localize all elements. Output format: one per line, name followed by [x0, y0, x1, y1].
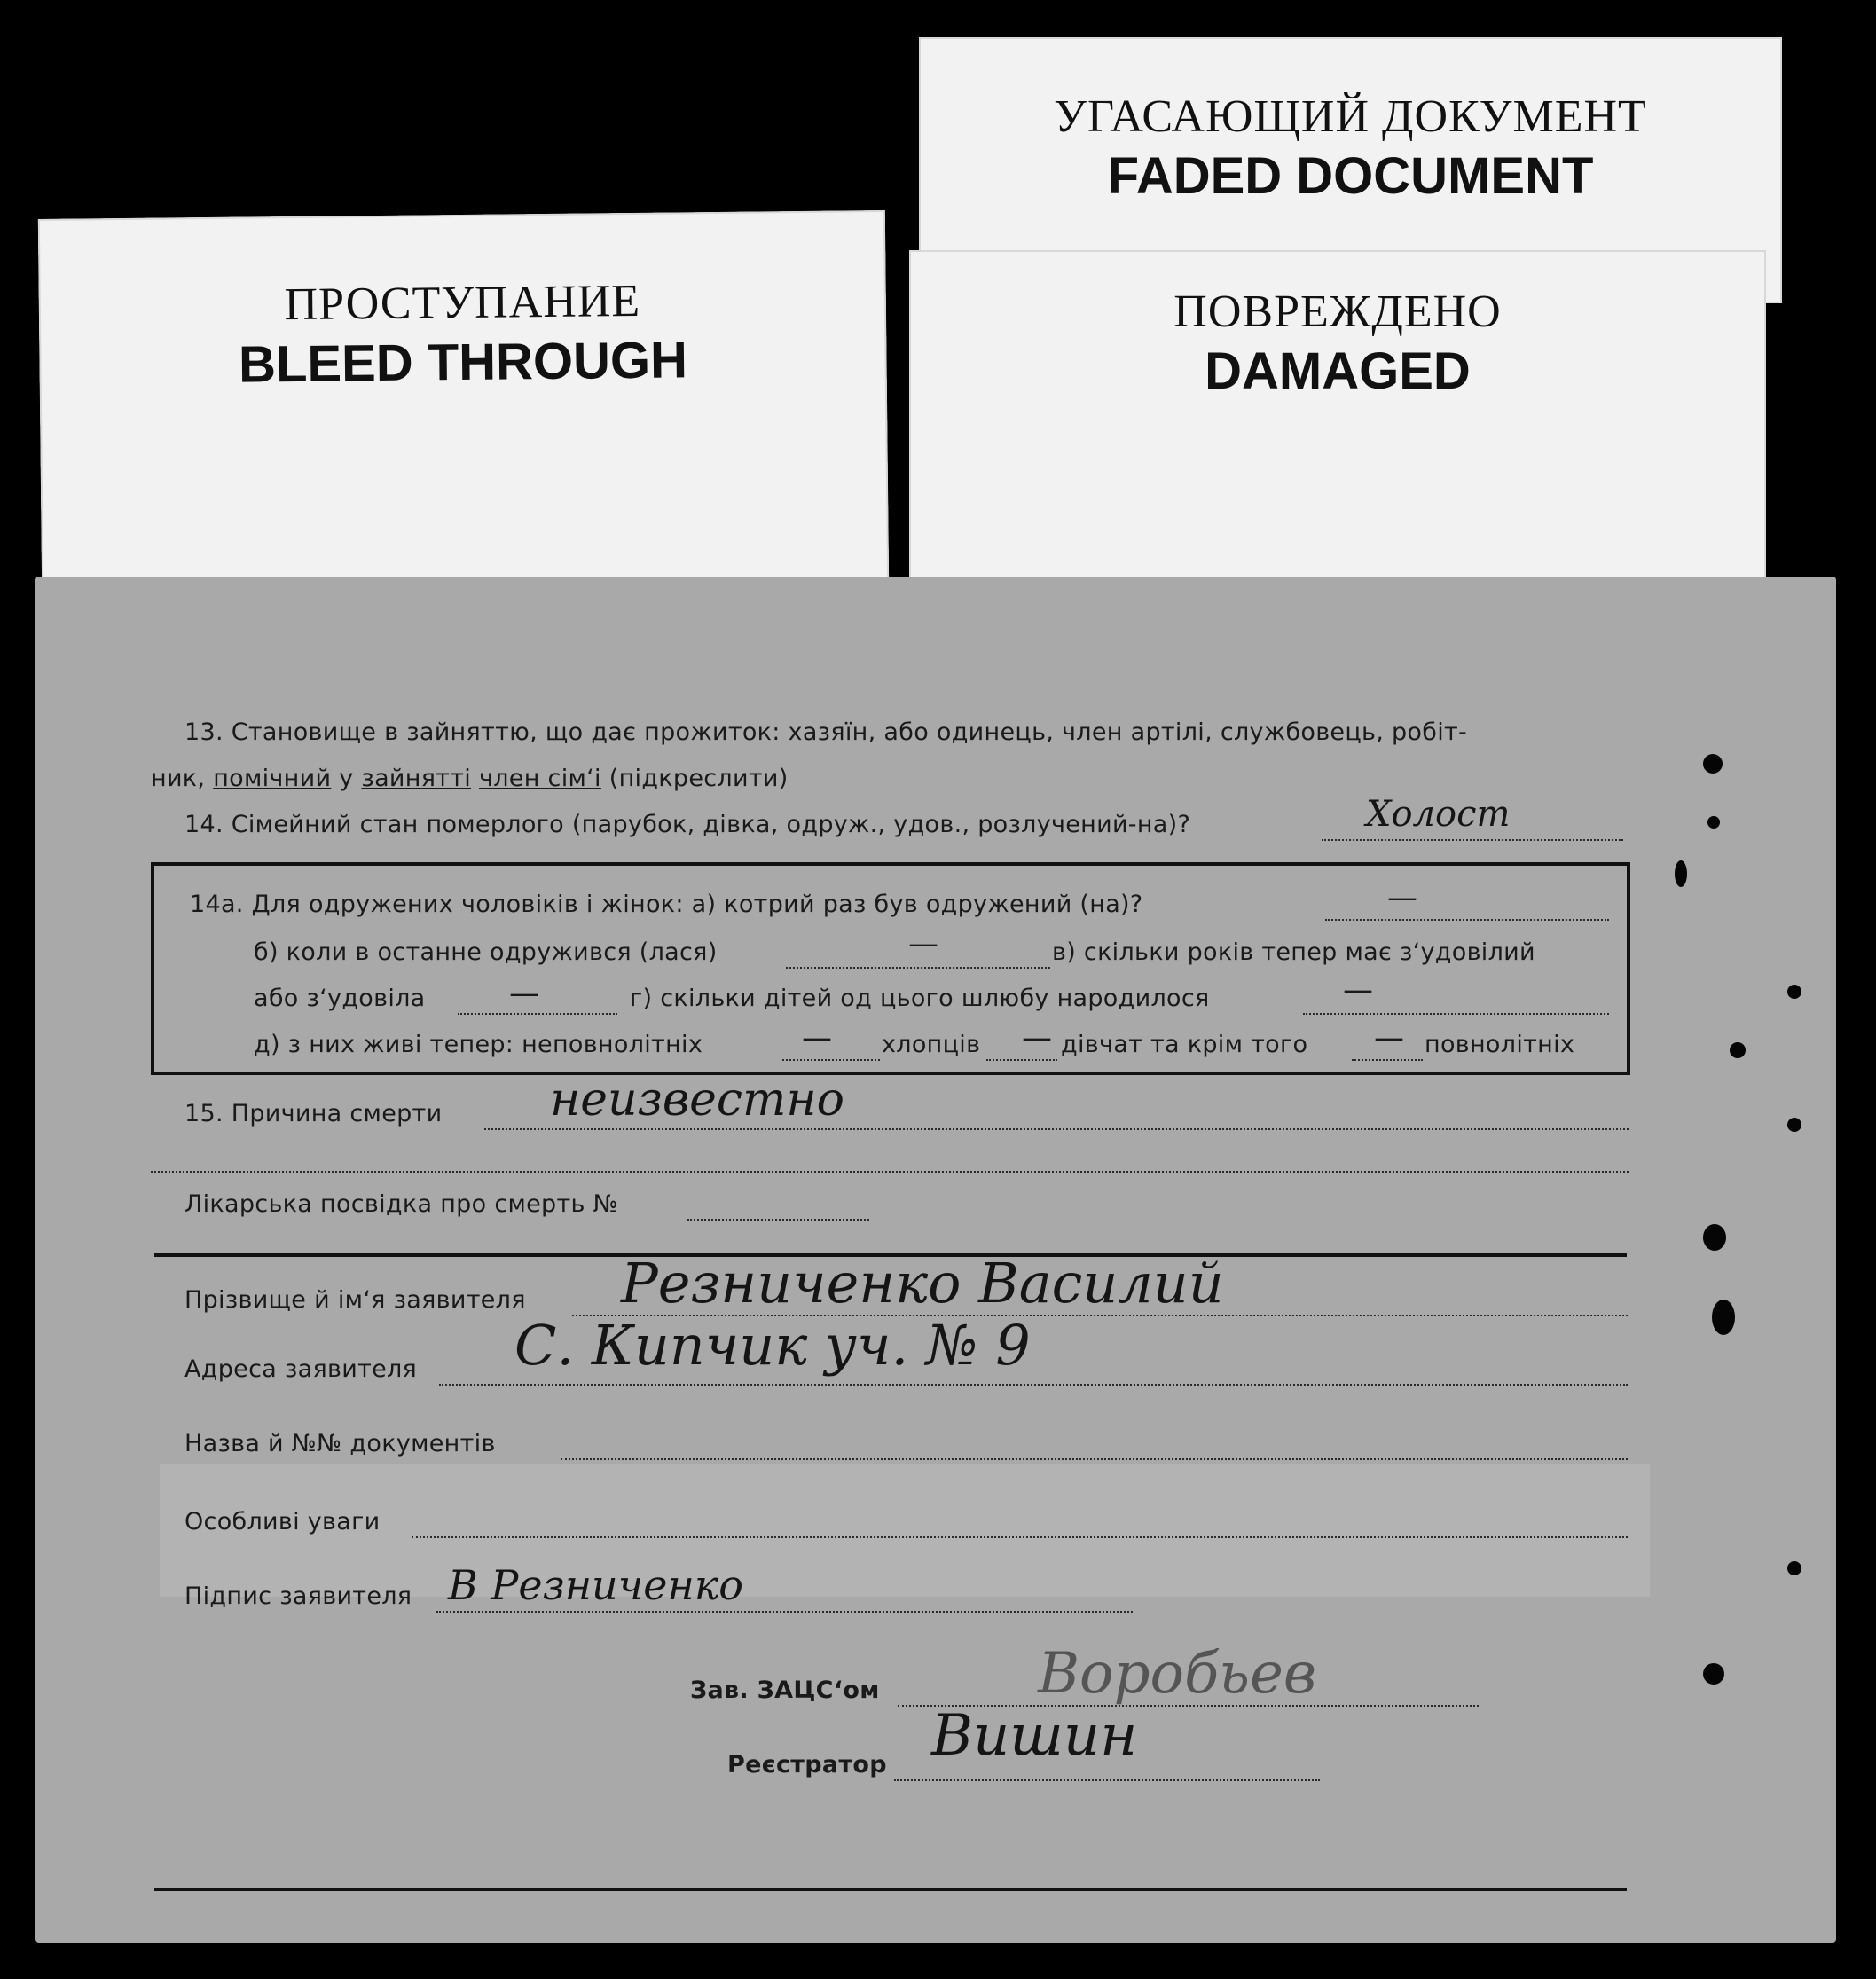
item-14a-line-3a: або з‘удовіла	[254, 985, 426, 1012]
punch-hole	[1703, 754, 1723, 774]
faded-card-en: FADED DOCUMENT	[1107, 147, 1594, 205]
bleed-card-ru: ПРОСТУПАНИЕ	[284, 275, 641, 331]
item-14a-field-b	[786, 967, 1050, 969]
item-14a-field-v	[458, 1013, 617, 1015]
punch-hole	[1703, 1663, 1724, 1685]
item-14a-field-a	[1325, 919, 1609, 921]
signature-label: Підпис заявителя	[184, 1582, 412, 1610]
punch-hole	[1712, 1300, 1735, 1335]
item-13-line-1: 13. Становище в зайняттю, що дає прожиток: хазяїн, або одинець, член артілі, службовець, робіт-	[184, 719, 1468, 746]
item-14a-line-4a: д) з них живі тепер: неповнолітніх	[254, 1031, 703, 1058]
item-14a-line-4d: повнолітніх	[1425, 1031, 1575, 1058]
item-15-value: неизвестно	[550, 1073, 844, 1127]
registrar-signature: Вишин	[931, 1703, 1138, 1769]
item-14a-line-4c: дівчат та крім того	[1061, 1031, 1308, 1058]
item-14-label: 14. Сімейний стан померлого (парубок, дівка, одруж., удов., розлучений-на)?	[184, 811, 1191, 838]
punch-hole	[1787, 1561, 1801, 1575]
item-14a-field-d1	[782, 1059, 880, 1061]
head-label: Зав. ЗАЦС‘ом	[690, 1677, 880, 1704]
item-14-field	[1322, 839, 1623, 841]
punch-hole	[1707, 816, 1720, 829]
item-14a-field-d2	[986, 1059, 1057, 1061]
item-13-line-2: ник, помічний у зайнятті член сім‘і (підкреслити)	[151, 765, 789, 792]
item-14a-line-3b: г) скільки дітей од цього шлюбу народилося	[630, 985, 1210, 1012]
item-14a-value-d2: —	[1022, 1020, 1053, 1056]
item-14a-value-v: —	[509, 976, 540, 1011]
applicant-name-label: Прізвище й ім‘я заявителя	[184, 1286, 526, 1314]
applicant-address-value: С. Кипчик уч. № 9	[514, 1313, 1031, 1378]
head-signature: Воробьев	[1038, 1641, 1317, 1707]
bottom-rule	[154, 1888, 1627, 1891]
item-14a-line-2b: в) скільки років тепер має з‘удовілий	[1052, 938, 1535, 966]
applicant-address-label: Адреса заявителя	[184, 1355, 418, 1383]
item-14a-value-a: —	[1387, 880, 1418, 915]
registrar-signature-field	[894, 1779, 1320, 1781]
item-15-label: 15. Причина смерти	[184, 1100, 443, 1127]
item-14a-line-2a: б) коли в останне одружився (лася)	[254, 938, 718, 966]
remarks-field	[412, 1536, 1628, 1538]
damaged-card	[909, 250, 1766, 580]
item-14a-value-d1: —	[802, 1020, 833, 1056]
item-14a-line-1: 14а. Для одружених чоловіків і жінок: а) котрий раз був одружений (на)?	[190, 891, 1143, 918]
tear-damage	[1675, 860, 1687, 887]
item-14-value: Холост	[1366, 794, 1511, 835]
damaged-card-ru: ПОВРЕЖДЕНО	[1173, 287, 1502, 337]
form-sheet	[35, 577, 1836, 1943]
applicant-name-value: Резниченко Василий	[621, 1251, 1224, 1315]
punch-hole	[1787, 985, 1801, 999]
item-14a-value-g: —	[1343, 972, 1374, 1008]
punch-hole	[1703, 1224, 1726, 1251]
medical-cert-field	[687, 1219, 869, 1221]
signature-field	[436, 1611, 1133, 1613]
lighter-field-area	[160, 1464, 1650, 1597]
damaged-card-en: DAMAGED	[1205, 342, 1471, 400]
registrar-label: Реєстратор	[727, 1751, 887, 1779]
item-14a-value-b: —	[908, 926, 939, 962]
item-14a-field-g	[1303, 1013, 1609, 1015]
item-14a-value-d3: —	[1374, 1020, 1405, 1056]
punch-hole	[1787, 1118, 1801, 1132]
item-14a-line-4b: хлопців	[882, 1031, 981, 1058]
applicant-address-field	[439, 1384, 1628, 1386]
applicant-signature: В Резниченко	[448, 1561, 743, 1609]
remarks-label: Особливі уваги	[184, 1508, 381, 1535]
documents-label: Назва й №№ документів	[184, 1430, 496, 1457]
bleed-card-en: BLEED THROUGH	[238, 331, 688, 394]
item-14a-box	[151, 862, 1630, 1075]
bleed-through-card	[38, 210, 889, 592]
punch-hole	[1730, 1042, 1746, 1058]
documents-field	[561, 1458, 1628, 1460]
medical-cert-label: Лікарська посвідка про смерть №	[184, 1190, 618, 1218]
item-15-field	[484, 1128, 1629, 1130]
item-14a-field-d3	[1352, 1059, 1423, 1061]
faded-card-ru: УГАСАЮЩИЙ ДОКУМЕНТ	[1054, 91, 1647, 142]
item-15-field-line-2	[151, 1171, 1629, 1173]
